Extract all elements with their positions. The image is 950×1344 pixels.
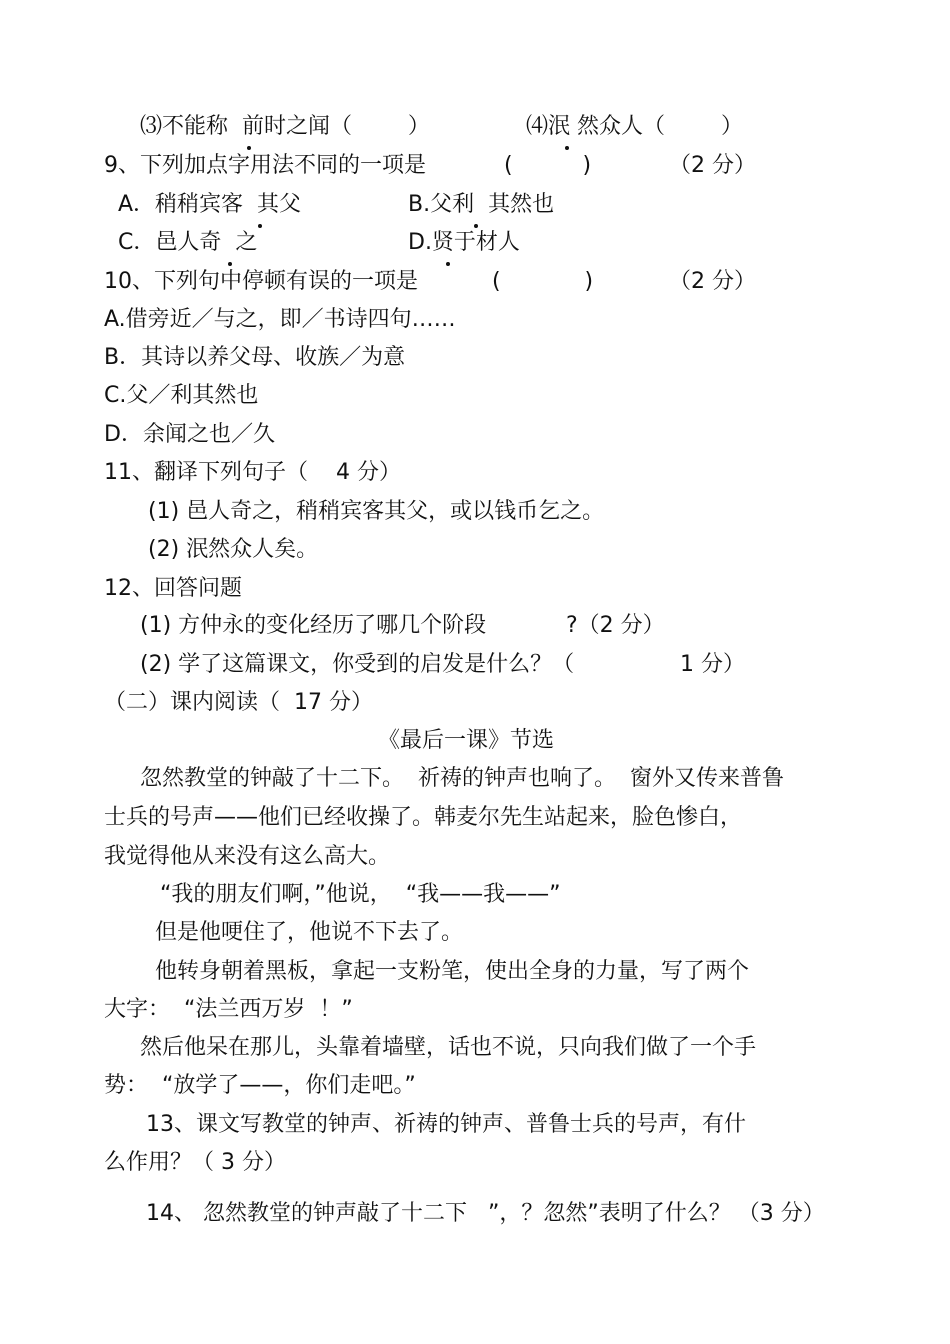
question-10-option-a: A.借旁近／与之，即／书诗四句…… [104, 307, 456, 332]
question-12-part-1: (1) 方仲永的变化经历了哪几个阶段 [140, 613, 487, 638]
passage-paragraph-1-line-2: 士兵的号声——他们已经收操了。韩麦尔先生站起来，脸色惨白， [104, 805, 743, 830]
question-13-line-2: 么作用？（ 3 分） [104, 1150, 286, 1175]
emphasis-dot [446, 262, 450, 266]
question-11-sentence-1: (1) 邑人奇之，稍稍宾客其父，或以钱币乞之。 [148, 499, 605, 524]
emphasis-dot [228, 262, 232, 266]
question-9-option-b: B.父利 其然也 [408, 192, 555, 217]
passage-paragraph-5-line-1: 然后他呆在那儿，头靠着墙壁，话也不说，只向我们做了一个手 [140, 1035, 757, 1060]
question-12: 12、回答问题 [104, 576, 242, 601]
emphasis-dot [247, 146, 251, 150]
question-12-part-1-score: ?（2 分） [566, 613, 665, 638]
passage-paragraph-1-line-1: 忽然教堂的钟敲了十二下。 祈祷的钟声也响了。 窗外又传来普鲁 [140, 766, 784, 791]
passage-paragraph-4-line-2: 大字： “法兰西万岁 ！” [104, 997, 353, 1022]
question-10-option-c: C.父／利其然也 [104, 383, 259, 408]
passage-paragraph-3: 但是他哽住了，他说不下去了。 [155, 920, 464, 945]
question-10-option-b: B．其诗以养父母、收族／为意 [104, 345, 406, 370]
question-9-option-a: A．稍稍宾客 其父 [118, 192, 302, 217]
question-11-sentence-2: (2) 泯然众人矣。 [148, 537, 319, 562]
question-10-score: （2 分） [669, 269, 756, 294]
passage-title: 《最后一课》节选 [378, 728, 555, 753]
question-9-option-c: C．邑人奇 之 [118, 230, 258, 255]
question-11: 11、翻译下列句子（ 4 分） [104, 460, 401, 485]
passage-paragraph-1-line-3: 我觉得他从来没有这么高大。 [104, 844, 391, 869]
emphasis-dot [258, 224, 262, 228]
passage-paragraph-4-line-1: 他转身朝着黑板，拿起一支粉笔，使出全身的力量，写了两个 [155, 959, 750, 984]
question-9-blank: ( ) [504, 153, 592, 178]
question-8-item-3: ⑶不能称 前时之闻（ ） [140, 114, 430, 139]
section-2-heading: （二）课内阅读（ 17 分） [104, 690, 373, 715]
passage-paragraph-2: “我的朋友们啊，”他说， “我——我——” [160, 882, 561, 907]
question-10-option-d: D．余闻之也／久 [104, 422, 275, 447]
passage-paragraph-5-line-2: 势： “放学了——，你们走吧。” [104, 1073, 416, 1098]
emphasis-dot [565, 146, 569, 150]
question-9-score: （2 分） [669, 153, 756, 178]
question-10-blank: ( ) [492, 269, 594, 294]
question-10: 10、下列句中停顿有误的一项是 [104, 269, 418, 294]
question-8-item-4: ⑷泯 然众人（ ） [526, 114, 743, 139]
question-13-line-1: 13、课文写教堂的钟声、祈祷的钟声、普鲁士兵的号声，有什 [146, 1112, 746, 1137]
question-12-part-2-score: 1 分） [680, 652, 745, 677]
question-12-part-2: (2) 学了这篇课文，你受到的启发是什么？（ [140, 652, 575, 677]
question-9: 9、下列加点字用法不同的一项是 [104, 153, 426, 178]
question-9-option-d: D.贤于材人 [408, 230, 520, 255]
question-14: 14、 忽然教堂的钟声敲了十二下 ”，？忽然”表明了什么？ （3 分） [146, 1201, 825, 1226]
